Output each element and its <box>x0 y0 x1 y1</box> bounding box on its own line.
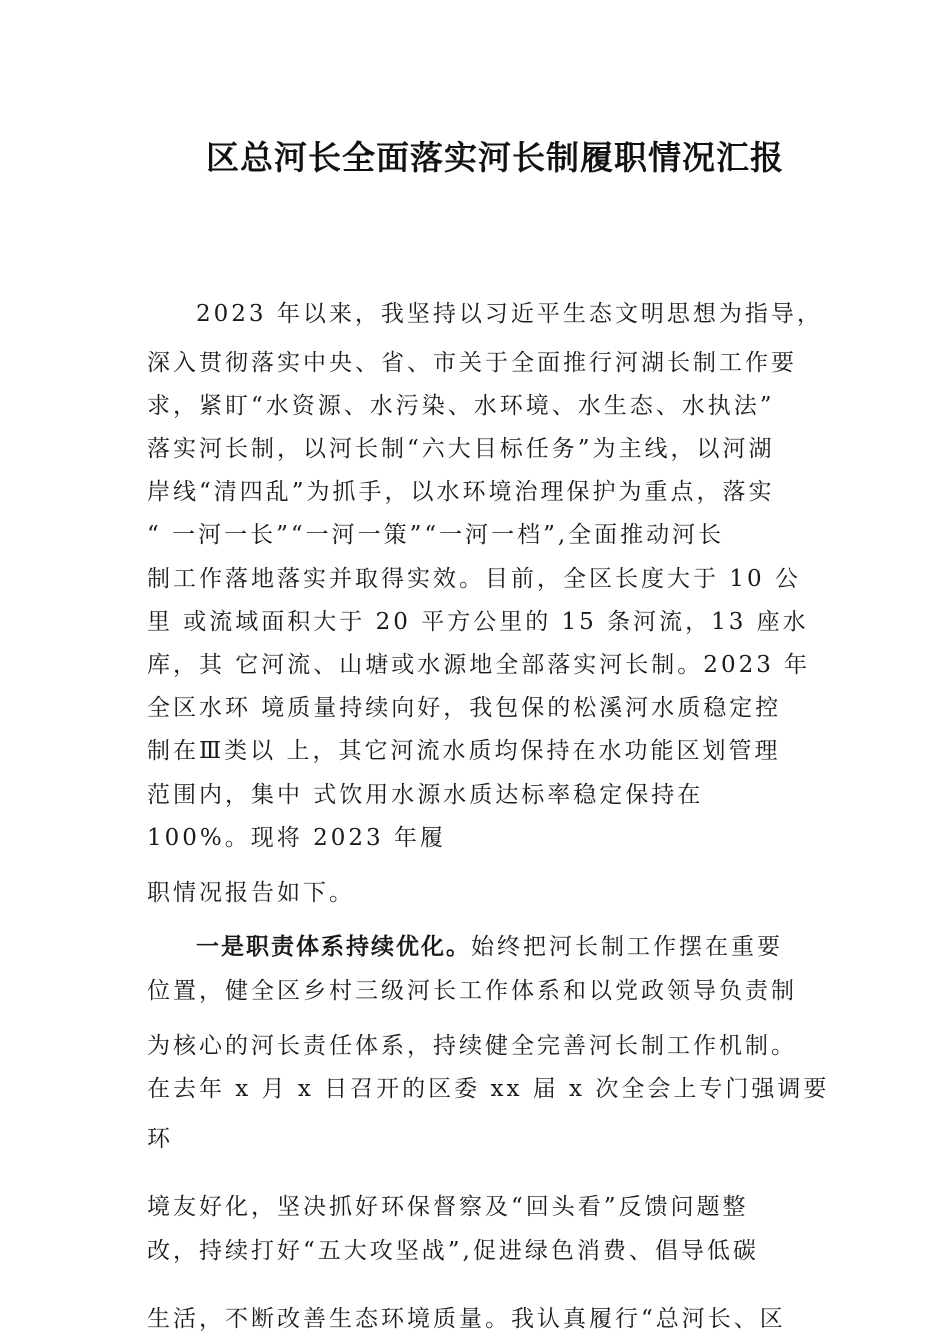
text-line: 库，其 它河流、山塘或水源地全部落实河长制。2023 年 <box>147 652 811 678</box>
text-line: 为核心的河长责任体系，持续健全完善河长制工作机制。 <box>147 1033 797 1059</box>
text-line: 里 或流域面积大于 20 平方公里的 15 条河流，13 座水 <box>147 609 809 635</box>
text-line: 范围内，集中 式饮用水源水质达标率稳定保持在 <box>147 782 704 808</box>
text-line: 岸线“清四乱”为抓手，以水环境治理保护为重点，落实 <box>147 479 775 505</box>
text-line: 制工作落地落实并取得实效。目前，全区长度大于 10 公 <box>147 566 801 592</box>
text-line: 在去年 x 月 x 日召开的区委 xx 届 x 次全会上专门强调要 <box>147 1076 830 1102</box>
text-line: 环 <box>147 1126 173 1152</box>
text-line: “ 一河一长”“一河一策”“一河一档”,全面推动河长 <box>147 522 725 548</box>
text-line: 位置，健全区乡村三级河长工作体系和以党政领导负责制 <box>147 978 797 1004</box>
text-span: 始终把河长制工作摆在重要 <box>471 934 783 960</box>
text-line: 深入贯彻落实中央、省、市关于全面推行河湖长制工作要 <box>147 350 797 376</box>
text-line: 职情况报告如下。 <box>147 880 355 906</box>
document-title: 区总河长全面落实河长制履职情况汇报 <box>206 138 784 177</box>
text-line: 境友好化，坚决抓好环保督察及“回头看”反馈问题整 <box>147 1194 749 1220</box>
text-line: 生活，不断改善生态环境质量。我认真履行“总河长、区 <box>147 1306 786 1332</box>
paragraph-lead: 一是职责体系持续优化。 <box>196 934 471 960</box>
text-line: 全区水环 境质量持续向好，我包保的松溪河水质稳定控 <box>147 695 782 721</box>
text-line: 制在Ⅲ类以 上，其它河流水质均保持在水功能区划管理 <box>147 738 781 764</box>
paragraph-lead-line <box>196 932 783 962</box>
text-line: 2023 年以来，我坚持以习近平生态文明思想为指导， <box>196 301 823 327</box>
text-line: 100%。现将 2023 年履 <box>147 825 446 851</box>
text-line: 落实河长制，以河长制“六大目标任务”为主线，以河湖 <box>147 436 775 462</box>
text-line: 求，紧盯“水资源、水污染、水环境、水生态、水执法” <box>147 393 775 419</box>
text-line: 改，持续打好“五大攻坚战”,促进绿色消费、倡导低碳 <box>147 1238 759 1264</box>
